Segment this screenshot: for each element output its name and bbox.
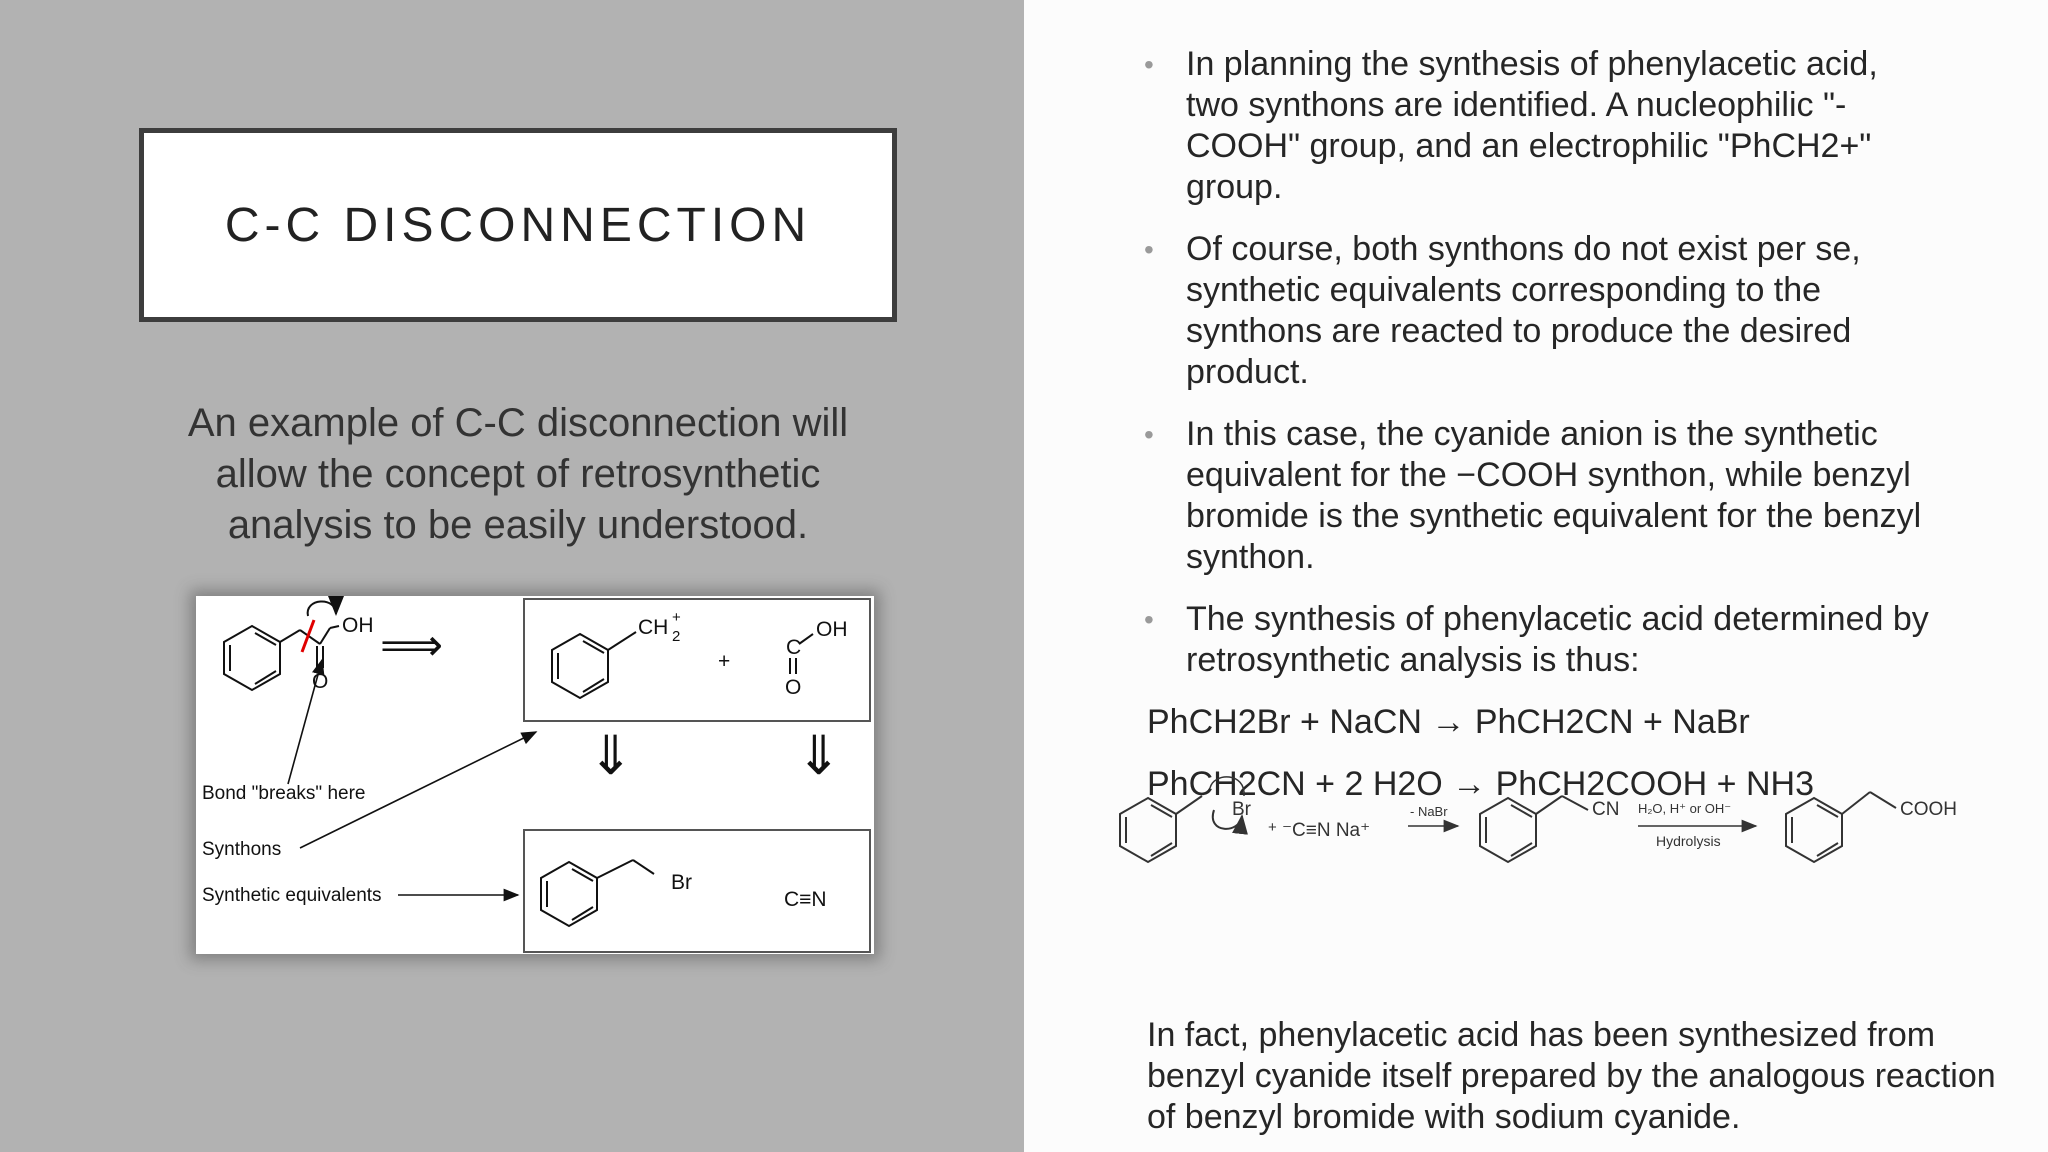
benzyl-cation-structure bbox=[552, 632, 636, 698]
hydrolysis-label: Hydrolysis bbox=[1656, 833, 1721, 849]
retrosynthesis-scheme bbox=[196, 596, 874, 954]
scheme-drawing bbox=[196, 596, 874, 954]
bullet-text: In this case, the cyanide anion is the synthetic equivalent for the −COOH synthon, while benzyl bromide is the synthetic equivalent for the benzyl synthon. bbox=[1186, 415, 1922, 576]
carboxyl-oh-label: OH bbox=[816, 618, 848, 641]
curved-arrow-2 bbox=[1210, 777, 1244, 796]
bond-label-arrow bbox=[288, 660, 322, 784]
carboxyl-o-label: O bbox=[785, 676, 802, 699]
bond-break-mark bbox=[302, 620, 314, 652]
sodium-cyanide-label: ⁻C≡N Na⁺ bbox=[1282, 820, 1371, 841]
slide-title: C-C DISCONNECTION bbox=[224, 198, 812, 252]
bullet-item bbox=[1144, 44, 1934, 208]
benzyl-bromide-structure bbox=[541, 860, 654, 926]
bullet-text: In planning the synthesis of phenylacetic acid, two synthons are identified. A nucleophilic "-COOH" group, and an electrophilic "PhCH2+" group. bbox=[1186, 45, 1878, 206]
ch2-charge: + bbox=[672, 609, 681, 626]
retrosynthesis-arrow: ⟹ bbox=[380, 621, 444, 670]
reaction-br-label: Br bbox=[1232, 799, 1251, 820]
bullet-item bbox=[1144, 599, 1934, 681]
reaction-plus: + bbox=[1268, 819, 1277, 836]
carboxyl-c-label: C bbox=[786, 636, 802, 659]
cyanide-label: C≡N bbox=[784, 888, 827, 911]
down-arrow-benzyl: ⇓ bbox=[588, 726, 634, 786]
synthons-label: Synthons bbox=[202, 839, 282, 860]
bullet-list bbox=[1144, 44, 1934, 702]
oh-label: OH bbox=[342, 614, 374, 637]
bullet-marker: • bbox=[1144, 234, 1154, 265]
bromide-label: Br bbox=[671, 871, 692, 894]
carbonyl-o-label: O bbox=[312, 670, 329, 693]
reaction-cn-label: CN bbox=[1592, 799, 1620, 820]
ch2-subscript: 2 bbox=[672, 628, 681, 645]
bullet-marker: • bbox=[1144, 604, 1154, 635]
ch2-label: CH bbox=[638, 616, 669, 639]
reaction-drawing bbox=[1110, 770, 1990, 880]
down-arrow-cyanide: ⇓ bbox=[796, 726, 842, 786]
bullet-text: The synthesis of phenylacetic acid determined by retrosynthetic analysis is thus: bbox=[1186, 600, 1929, 679]
synthon-plus: + bbox=[718, 650, 731, 673]
bullet-marker: • bbox=[1144, 419, 1154, 450]
benzyl-cyanide-ring bbox=[1480, 796, 1588, 862]
bullet-marker: • bbox=[1144, 49, 1154, 80]
bond-breaks-label: Bond "breaks" here bbox=[202, 783, 366, 804]
reaction-scheme-figure bbox=[1110, 770, 1990, 880]
intro-text: An example of C-C disconnection will allow the concept of retrosynthetic analysis to be easily understood. bbox=[187, 401, 849, 547]
phenylacetic-acid-ring bbox=[1786, 792, 1896, 862]
curved-electron-arrow bbox=[308, 601, 336, 616]
equation-2: PhCH2CN + 2 H2O → PhCH2COOH + NH3 bbox=[1147, 765, 1814, 803]
minus-nabr-label: - NaBr bbox=[1410, 804, 1448, 819]
benzyl-bromide-ring bbox=[1120, 796, 1202, 862]
bullet-item bbox=[1144, 414, 1934, 578]
bullet-text: Of course, both synthons do not exist per se, synthetic equivalents corresponding to the synthons are reacted to produce the desired product. bbox=[1186, 230, 1861, 391]
bullet-item bbox=[1144, 229, 1934, 393]
cooh-label: COOH bbox=[1900, 799, 1957, 820]
closing-paragraph: In fact, phenylacetic acid has been synthesized from benzyl cyanide itself prepared by the analogous reaction of benzyl bromide with sodium cyanide. bbox=[1147, 1016, 1996, 1136]
equation-1: PhCH2Br + NaCN → PhCH2CN + NaBr bbox=[1147, 703, 1750, 741]
equivalents-label: Synthetic equivalents bbox=[202, 885, 382, 906]
title-box bbox=[139, 128, 897, 322]
hydrolysis-conditions: H₂O, H⁺ or OH⁻ bbox=[1638, 801, 1732, 816]
